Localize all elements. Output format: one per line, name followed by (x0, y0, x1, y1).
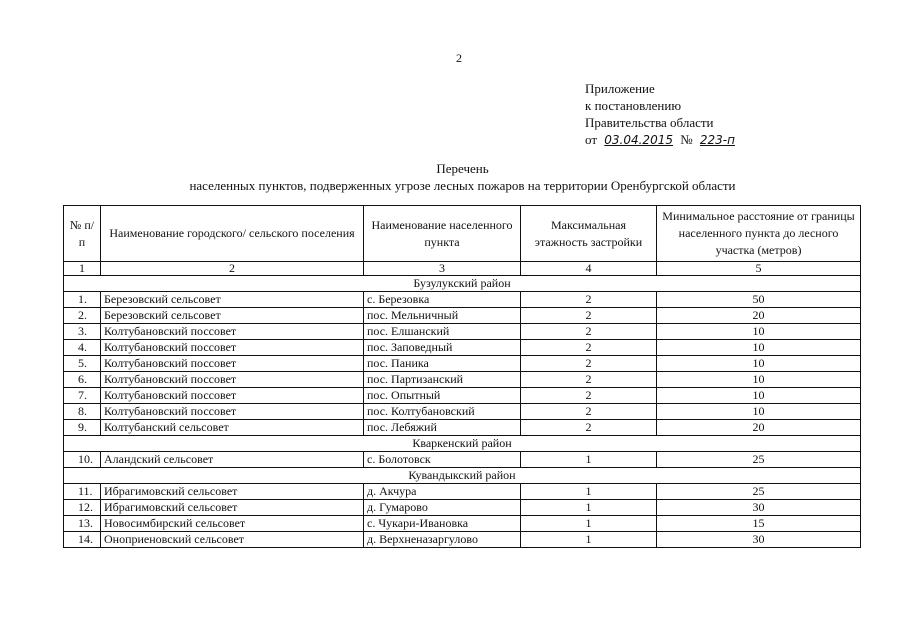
distance-cell: 10 (657, 356, 861, 372)
distance-cell: 10 (657, 372, 861, 388)
header-settlement: Наименование городского/ сельского поселения (101, 206, 364, 262)
table-body (64, 262, 861, 548)
settlement-cell: Березовский сельсовет (101, 292, 364, 308)
table-row (64, 404, 861, 420)
table-row (64, 452, 861, 468)
distance-cell: 30 (657, 532, 861, 548)
row-number: 14. (64, 532, 101, 548)
floors-cell: 1 (521, 484, 657, 500)
locality-cell: с. Болотовск (364, 452, 521, 468)
distance-cell: 15 (657, 516, 861, 532)
distance-cell: 10 (657, 340, 861, 356)
floors-cell: 2 (521, 404, 657, 420)
header-floors: Максимальная этажность застройки (521, 206, 657, 262)
appendix-block (585, 80, 739, 149)
floors-cell: 1 (521, 452, 657, 468)
column-number: 3 (364, 262, 521, 276)
table-row (64, 356, 861, 372)
distance-cell: 10 (657, 388, 861, 404)
table-row (64, 484, 861, 500)
table-row (64, 420, 861, 436)
locality-cell: д. Гумарово (364, 500, 521, 516)
distance-cell: 25 (657, 452, 861, 468)
row-number: 9. (64, 420, 101, 436)
row-number: 12. (64, 500, 101, 516)
floors-cell: 2 (521, 372, 657, 388)
table-row (64, 388, 861, 404)
column-number: 5 (657, 262, 861, 276)
district-name: Бузулукский район (64, 276, 861, 292)
locality-cell: д. Верхненазаргулово (364, 532, 521, 548)
table-row (64, 340, 861, 356)
table-row (64, 308, 861, 324)
from-label: от (585, 132, 598, 147)
decree-number: 223-п (699, 133, 735, 147)
column-numbers-row (64, 262, 861, 276)
row-number: 10. (64, 452, 101, 468)
locality-cell: пос. Заповедный (364, 340, 521, 356)
column-number: 4 (521, 262, 657, 276)
floors-cell: 2 (521, 420, 657, 436)
appendix-line-2: к постановлению (585, 98, 682, 113)
row-number: 2. (64, 308, 101, 324)
appendix-line-1: Приложение (585, 81, 655, 96)
district-row (64, 468, 861, 484)
distance-cell: 50 (657, 292, 861, 308)
locality-cell: с. Чукари-Ивановка (364, 516, 521, 532)
localities-table (63, 205, 861, 548)
table-row (64, 516, 861, 532)
locality-cell: пос. Лебяжий (364, 420, 521, 436)
distance-cell: 20 (657, 308, 861, 324)
row-number: 11. (64, 484, 101, 500)
locality-cell: пос. Паника (364, 356, 521, 372)
settlement-cell: Оноприеновский сельсовет (101, 532, 364, 548)
row-number: 1. (64, 292, 101, 308)
table-header-row (64, 206, 861, 262)
locality-cell: пос. Опытный (364, 388, 521, 404)
table-row (64, 532, 861, 548)
table-row (64, 500, 861, 516)
number-sign: № (680, 132, 693, 147)
floors-cell: 2 (521, 292, 657, 308)
distance-cell: 10 (657, 324, 861, 340)
appendix-line-3: Правительства области (585, 115, 714, 130)
locality-cell: пос. Партизанский (364, 372, 521, 388)
table-row (64, 372, 861, 388)
locality-cell: пос. Колтубановский (364, 404, 521, 420)
row-number: 5. (64, 356, 101, 372)
district-row (64, 276, 861, 292)
document-title (60, 160, 865, 194)
settlement-cell: Колтубановский поссовет (101, 340, 364, 356)
header-locality: Наименование населенного пункта (364, 206, 521, 262)
row-number: 13. (64, 516, 101, 532)
district-name: Кувандыкский район (64, 468, 861, 484)
row-number: 4. (64, 340, 101, 356)
title-line-1: Перечень (436, 161, 489, 176)
settlement-cell: Ибрагимовский сельсовет (101, 484, 364, 500)
title-line-2: населенных пунктов, подверженных угрозе лесных пожаров на территории Оренбургской области (189, 178, 736, 193)
distance-cell: 25 (657, 484, 861, 500)
row-number: 6. (64, 372, 101, 388)
floors-cell: 2 (521, 308, 657, 324)
settlement-cell: Аландский сельсовет (101, 452, 364, 468)
settlement-cell: Колтубановский поссовет (101, 388, 364, 404)
distance-cell: 20 (657, 420, 861, 436)
floors-cell: 2 (521, 388, 657, 404)
distance-cell: 10 (657, 404, 861, 420)
distance-cell: 30 (657, 500, 861, 516)
decree-date: 03.04.2015 (604, 133, 673, 147)
settlement-cell: Новосимбирский сельсовет (101, 516, 364, 532)
settlement-cell: Ибрагимовский сельсовет (101, 500, 364, 516)
table-row (64, 324, 861, 340)
column-number: 1 (64, 262, 101, 276)
appendix-date-line (585, 131, 739, 149)
locality-cell: д. Акчура (364, 484, 521, 500)
settlement-cell: Колтубановский поссовет (101, 404, 364, 420)
locality-cell: с. Березовка (364, 292, 521, 308)
settlement-cell: Колтубановский поссовет (101, 372, 364, 388)
row-number: 7. (64, 388, 101, 404)
floors-cell: 2 (521, 340, 657, 356)
header-number: № п/п (64, 206, 101, 262)
table-row (64, 292, 861, 308)
floors-cell: 2 (521, 356, 657, 372)
floors-cell: 2 (521, 324, 657, 340)
settlement-cell: Колтубанский сельсовет (101, 420, 364, 436)
row-number: 3. (64, 324, 101, 340)
settlement-cell: Березовский сельсовет (101, 308, 364, 324)
district-name: Кваркенский район (64, 436, 861, 452)
floors-cell: 1 (521, 516, 657, 532)
locality-cell: пос. Елшанский (364, 324, 521, 340)
floors-cell: 1 (521, 532, 657, 548)
floors-cell: 1 (521, 500, 657, 516)
settlement-cell: Колтубановский поссовет (101, 324, 364, 340)
settlement-cell: Колтубановский поссовет (101, 356, 364, 372)
row-number: 8. (64, 404, 101, 420)
page-number: 2 (456, 51, 462, 65)
locality-cell: пос. Мельничный (364, 308, 521, 324)
column-number: 2 (101, 262, 364, 276)
header-distance: Минимальное расстояние от границы населенного пункта до лесного участка (метров) (657, 206, 861, 262)
district-row (64, 436, 861, 452)
